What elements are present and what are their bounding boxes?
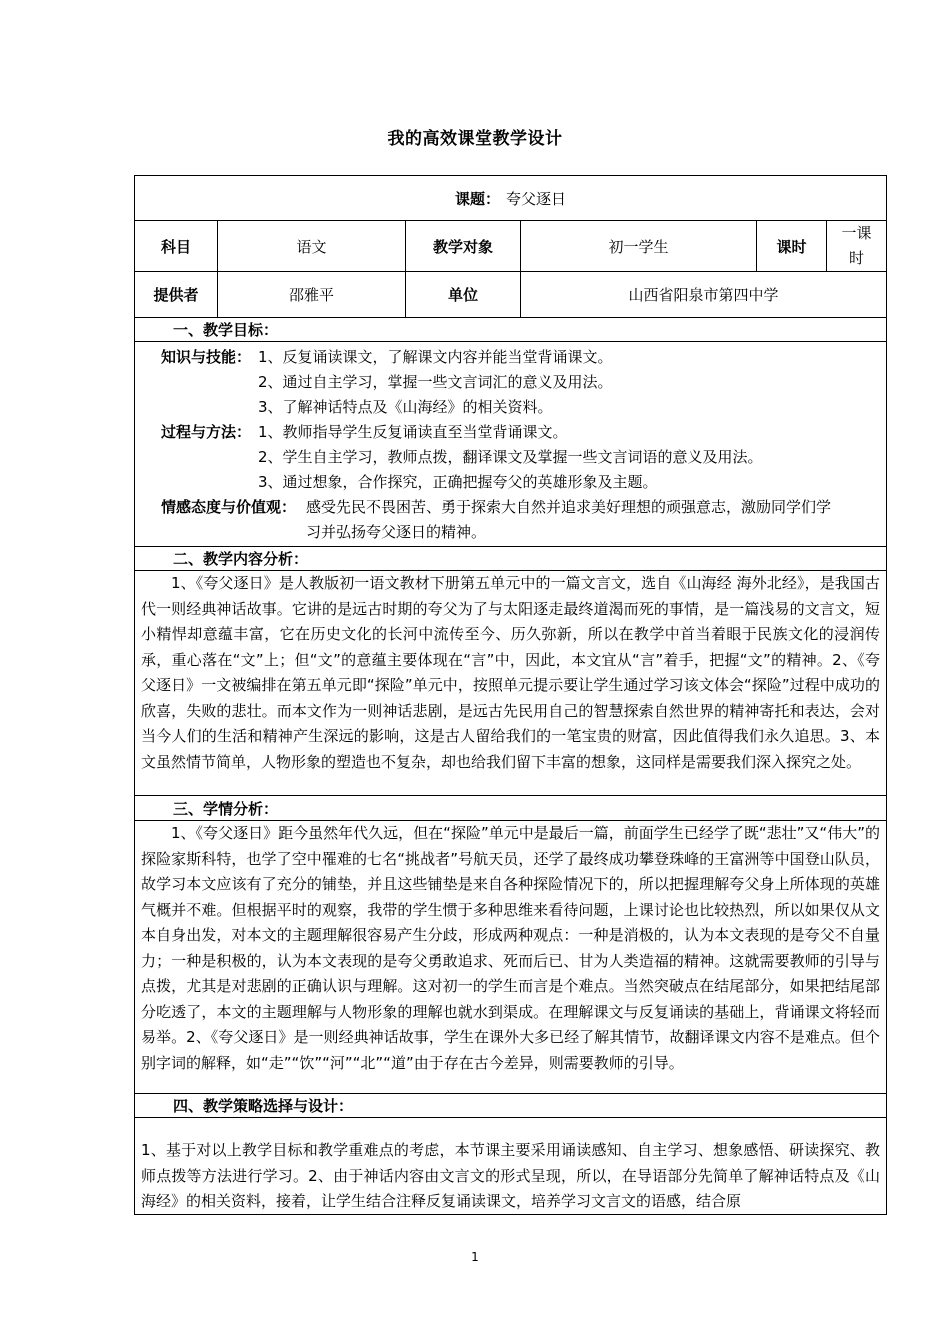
- section-learner-heading: 三、学情分析：: [135, 796, 886, 821]
- process-item: 1、教师指导学生反复诵读直至当堂背诵课文。: [258, 423, 568, 441]
- knowledge-item: 1、反复诵读课文，了解课文内容并能当堂背诵课文。: [258, 348, 613, 366]
- strategy-text: 1、基于对以上教学目标和教学重难点的考虑，本节课主要采用诵读感知、自主学习、想象感悟、研读探究、教师点拨等方法进行学习。2、由于神话内容由文言文的形式呈现，所以，在导语部分先简单了解神话特点及《山海经》的相关资料，接着，让学生结合注释反复诵读课文，培养学习文言文的语感，结合原: [141, 1141, 880, 1210]
- audience-label: 教学对象: [406, 221, 521, 271]
- content-analysis-text: 1、《夸父逐日》是人教版初一语文教材下册第五单元中的一篇文言文，选自《山海经 海外北经》，是我国古代一则经典神话故事。它讲的是远古时期的夸父为了与太阳逐走最终道渴而死的事情，是一篇浅易的文言文，短小精悍却意蕴丰富，它在历史文化的长河中流传至今、历久弥新，所以在教学中首当着眼于民族文化的浸润传承，重心落在“文”上；但“文”的意蕴主要体现在“言”中，因此，本文宜从“言”着手，把握“文”的精神。2、《夸父逐日》一文被编排在第五单元即“探险”单元中，按照单元提示要让学生通过学习该文体会“探险”过程中成功的欣喜，失败的悲壮。而本文作为一则神话悲剧，是远古先民用自己的智慧探索自然世界的精神寄托和表达，会对当今人们的生活和精神产生深远的影响，这是古人留给我们的一笔宝贵的财富，因此值得我们永久追思。3、本文虽然情节简单，人物形象的塑造也不复杂，却也给我们留下丰富的想象，这同样是需要我们深入探究之处。: [141, 574, 880, 771]
- info-row-provider: [135, 272, 886, 318]
- unit-value: 山西省阳泉市第四中学: [628, 286, 779, 304]
- learner-analysis-text: 1、《夸父逐日》距今虽然年代久远，但在“探险”单元中是最后一篇，前面学生已经学了既“悲壮”又“伟大”的探险家斯科特，也学了空中罹难的七名“挑战者”号航天员，还学了最终成功攀登珠峰的王富洲等中国登山队员，故学习本文应该有了充分的铺垫，并且这些铺垫是来自各种探险情况下的，所以把握理解夸父身上所体现的英雄气概并不难。但根据平时的观察，我带的学生惯于多种思维来看待问题，上课讨论也比较热烈，所以如果仅从文本自身出发，对本文的主题理解很容易产生分歧，形成两种观点：一种是消极的，认为本文表现的是夸父不自量力；一种是积极的，认为本文表现的是夸父勇敢追求、死而后已、甘为人类造福的精神。这就需要教师的引导与点拨，尤其是对悲剧的正确认识与理解。这对初一的学生而言是个难点。当然突破点在结尾部分，如果把结尾部分吃透了，本文的主题理解与人物形象的理解也就水到渠成。在理解课文与反复诵读的基础上，背诵课文将轻而易举。2、《夸父逐日》是一则经典神话故事，学生在课外大多已经了解其情节，故翻译课文内容不是难点。但个别字词的解释，如“走”“饮”“河”“北”“道”由于存在古今差异，则需要教师的引导。: [141, 824, 880, 1072]
- process-item: 3、通过想象，合作探究，正确把握夸父的英雄形象及主题。: [258, 473, 658, 491]
- emotion-label: 情感态度与价值观：: [161, 498, 297, 516]
- emotion-text: 习并弘扬夸父逐日的精神。: [306, 523, 487, 541]
- lesson-value: 夸父逐日: [506, 189, 567, 208]
- provider-value: 邵雅平: [218, 272, 406, 317]
- section-objectives-body: [135, 342, 886, 547]
- subject-label: 科目: [135, 221, 218, 271]
- subject-value: 语文: [218, 221, 406, 271]
- info-row-subject: [135, 221, 886, 272]
- provider-label: 提供者: [135, 272, 218, 317]
- section-content-heading: 二、教学内容分析：: [135, 547, 886, 571]
- process-item: 2、学生自主学习，教师点拨，翻译课文及掌握一些文言词语的意义及用法。: [258, 448, 763, 466]
- process-label: 过程与方法：: [161, 423, 252, 441]
- knowledge-item: 3、了解神话特点及《山海经》的相关资料。: [258, 398, 553, 416]
- section-objectives-heading: 一、教学目标：: [135, 318, 886, 342]
- section-content-body: [135, 571, 886, 796]
- period-value: 一课时: [841, 224, 872, 267]
- audience-value: 初一学生: [521, 221, 757, 271]
- knowledge-item: 2、通过自主学习，掌握一些文言词汇的意义及用法。: [258, 373, 613, 391]
- section-strategy-heading: 四、教学策略选择与设计：: [135, 1094, 886, 1118]
- section-learner-body: [135, 821, 886, 1094]
- knowledge-label: 知识与技能：: [161, 348, 252, 366]
- period-label: 课时: [757, 221, 827, 271]
- lesson-topic-row: [135, 176, 886, 221]
- lesson-plan-table: [134, 175, 887, 1215]
- unit-label: 单位: [406, 272, 521, 317]
- page-title: 我的高效课堂教学设计: [387, 129, 563, 149]
- lesson-label: 课题：: [454, 189, 500, 208]
- page-number: 1: [471, 1250, 479, 1264]
- emotion-text: 感受先民不畏困苦、勇于探索大自然并追求美好理想的顽强意志，激励同学们学: [306, 498, 832, 516]
- section-strategy-body: [135, 1118, 886, 1215]
